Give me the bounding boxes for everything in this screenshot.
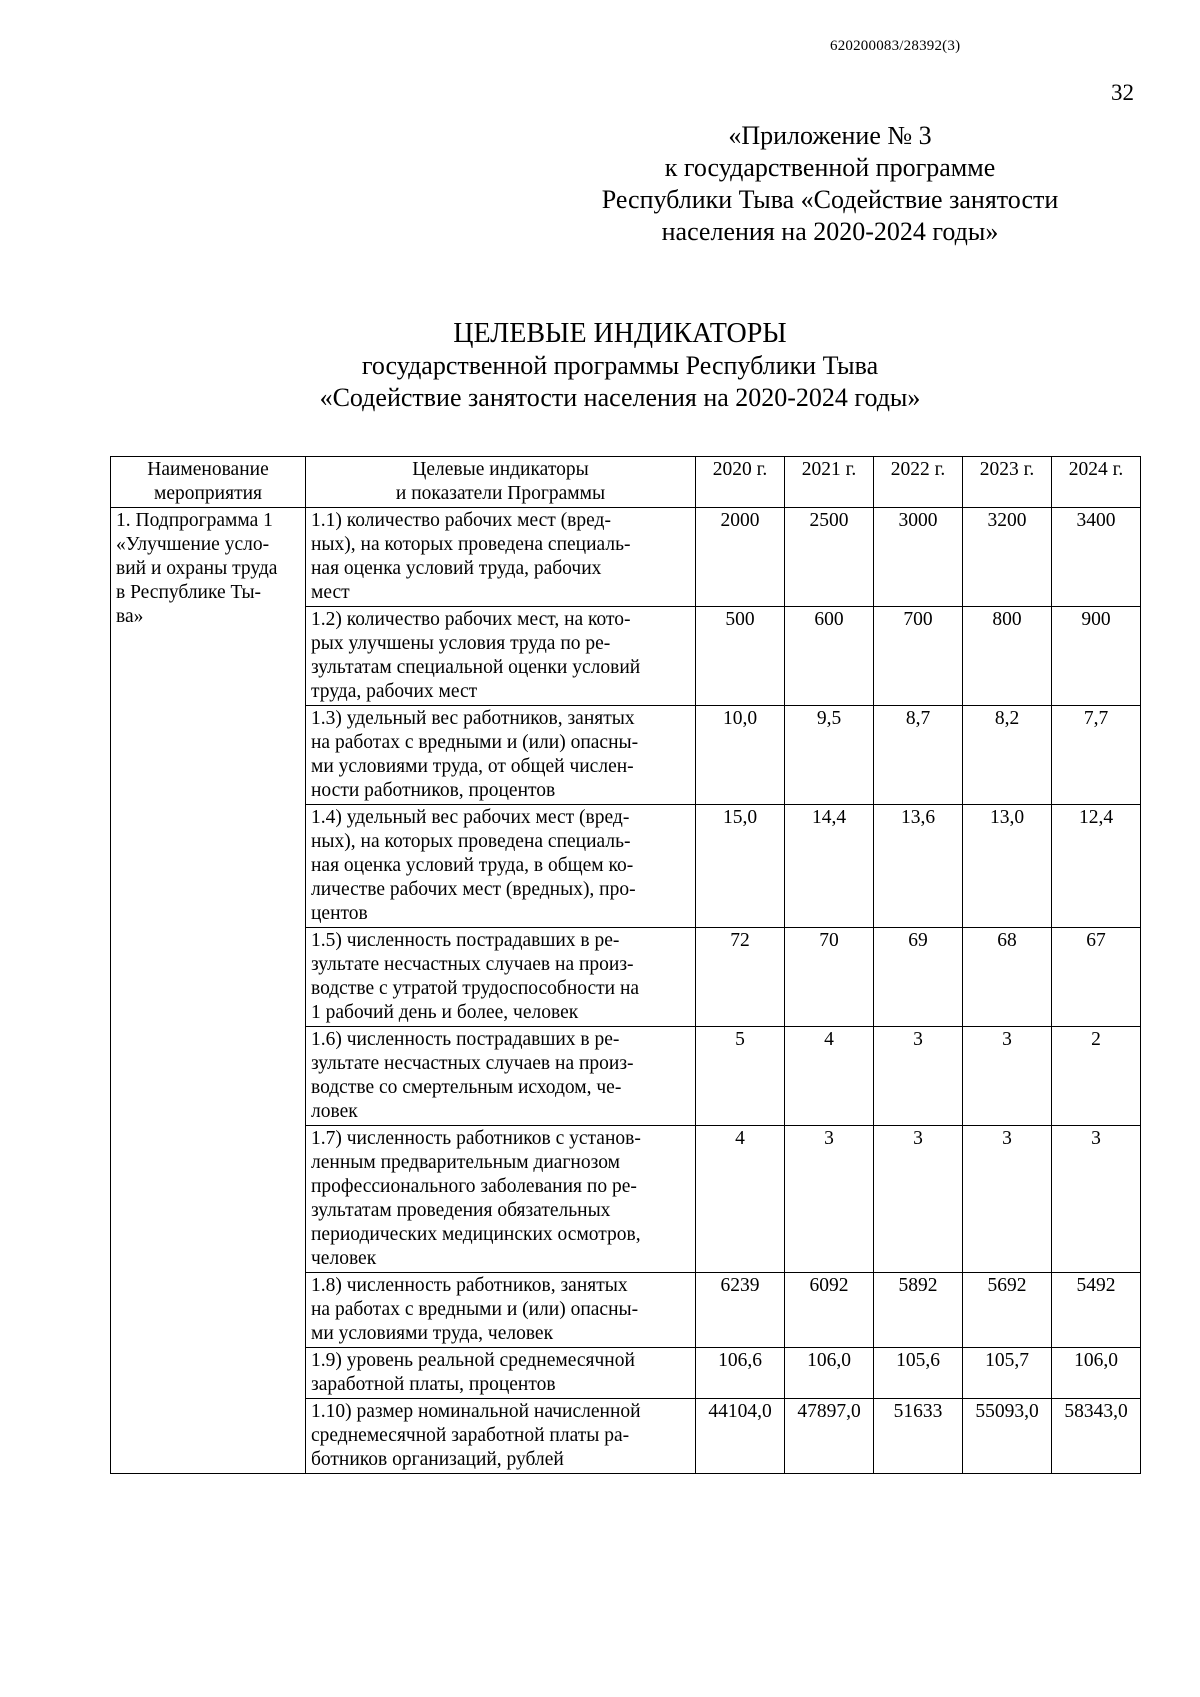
indicator-line: 1.7) численность работников с установ- [311,1128,641,1149]
indicator-value-2021: 47897,0 [785,1399,874,1474]
indicator-line: 1.3) удельный вес работников, занятых [311,708,635,729]
document-title [0,318,1200,414]
indicator-line: периодических медицинских осмотров, [311,1224,641,1245]
indicator-line: рых улучшены условия труда по ре- [311,633,611,654]
indicator-line: среднемесячной заработной платы ра- [311,1425,630,1446]
indicator-value-2024: 3400 [1052,508,1141,607]
indicator-description [306,928,696,1027]
appendix-line-4: населения на 2020-2024 годы» [661,217,999,246]
indicator-line: 1.10) размер номинальной начисленной [311,1401,641,1422]
indicator-line: человек [311,1248,377,1269]
indicator-value-2024: 5492 [1052,1273,1141,1348]
header-year-2024: 2024 г. [1052,457,1141,508]
indicator-value-2020: 6239 [696,1273,785,1348]
event-line: «Улучшение усло- [116,534,270,555]
indicator-value-2020: 15,0 [696,805,785,928]
header-year-2021: 2021 г. [785,457,874,508]
indicator-value-2022: 5892 [874,1273,963,1348]
header-indicator-line-1: Целевые индикаторы [412,459,589,480]
indicator-line: зультатам специальной оценки условий [311,657,641,678]
indicator-value-2020: 2000 [696,508,785,607]
indicator-value-2020: 10,0 [696,706,785,805]
indicator-value-2021: 106,0 [785,1348,874,1399]
event-line: вий и охраны труда [116,558,278,579]
indicator-value-2020: 4 [696,1126,785,1273]
indicator-value-2023: 3 [963,1027,1052,1126]
header-year-2023: 2023 г. [963,457,1052,508]
indicator-value-2021: 3 [785,1126,874,1273]
appendix-line-2: к государственной программе [664,153,996,182]
indicator-value-2021: 4 [785,1027,874,1126]
indicator-value-2020: 106,6 [696,1348,785,1399]
title-subtitle-2: «Содействие занятости населения на 2020-2024 годы» [319,383,921,412]
indicator-value-2023: 8,2 [963,706,1052,805]
table-header-row [111,457,1141,508]
indicator-value-2022: 13,6 [874,805,963,928]
indicator-value-2021: 2500 [785,508,874,607]
indicator-line: ности работников, процентов [311,780,556,801]
indicator-line: ных), на которых проведена специаль- [311,534,631,555]
header-indicators [306,457,696,508]
header-year-2022: 2022 г. [874,457,963,508]
event-line: ва» [116,606,144,627]
title-subtitle-1: государственной программы Республики Тыва [361,351,879,380]
indicator-line: ная оценка условий труда, рабочих [311,558,602,579]
indicator-line: 1.1) количество рабочих мест (вред- [311,510,611,531]
indicator-description [306,805,696,928]
indicator-value-2024: 12,4 [1052,805,1141,928]
indicator-value-2022: 69 [874,928,963,1027]
indicator-value-2022: 3 [874,1027,963,1126]
indicator-line: 1.6) численность пострадавших в ре- [311,1029,620,1050]
indicator-value-2023: 3200 [963,508,1052,607]
appendix-header [550,120,1110,248]
indicator-description [306,1348,696,1399]
indicator-line: труда, рабочих мест [311,681,478,702]
indicators-table [110,456,1141,1474]
event-subprogram-1 [111,508,306,1474]
indicator-description [306,1027,696,1126]
indicator-value-2020: 72 [696,928,785,1027]
indicator-value-2023: 13,0 [963,805,1052,928]
indicator-value-2023: 55093,0 [963,1399,1052,1474]
indicator-line: ловек [311,1101,358,1122]
indicator-value-2021: 600 [785,607,874,706]
header-event-name [111,457,306,508]
event-line: в Республике Ты- [116,582,262,603]
header-year-2020: 2020 г. [696,457,785,508]
title-main: ЦЕЛЕВЫЕ ИНДИКАТОРЫ [453,318,787,349]
indicator-description [306,1126,696,1273]
table-row [111,508,1141,607]
indicator-value-2022: 3 [874,1126,963,1273]
indicator-value-2021: 6092 [785,1273,874,1348]
indicator-line: ботников организаций, рублей [311,1449,564,1470]
indicator-line: профессионального заболевания по ре- [311,1176,637,1197]
indicator-line: 1.4) удельный вес рабочих мест (вред- [311,807,630,828]
indicator-line: 1.9) уровень реальной среднемесячной [311,1350,635,1371]
indicator-value-2021: 70 [785,928,874,1027]
indicator-value-2024: 2 [1052,1027,1141,1126]
indicator-value-2020: 500 [696,607,785,706]
indicator-value-2024: 67 [1052,928,1141,1027]
indicator-line: 1.2) количество рабочих мест, на кото- [311,609,631,630]
page-number: 32 [1111,80,1134,105]
indicator-line: водстве с утратой трудоспособности на [311,978,640,999]
indicator-description [306,1399,696,1474]
indicator-value-2023: 5692 [963,1273,1052,1348]
indicator-value-2024: 3 [1052,1126,1141,1273]
indicator-value-2024: 7,7 [1052,706,1141,805]
indicator-description [306,607,696,706]
indicator-line: зультатам проведения обязательных [311,1200,611,1221]
indicator-value-2021: 14,4 [785,805,874,928]
indicator-line: зультате несчастных случаев на произ- [311,1053,634,1074]
indicator-line: на работах с вредными и (или) опасны- [311,1299,639,1320]
indicator-value-2022: 51633 [874,1399,963,1474]
indicator-line: заработной платы, процентов [311,1374,556,1395]
document-registration-number: 620200083/28392(3) [830,38,961,54]
indicator-value-2023: 68 [963,928,1052,1027]
indicator-line: мест [311,582,350,603]
indicator-description [306,706,696,805]
indicator-value-2023: 105,7 [963,1348,1052,1399]
indicator-value-2020: 5 [696,1027,785,1126]
event-line: 1. Подпрограмма 1 [116,510,273,531]
indicator-line: водстве со смертельным исходом, че- [311,1077,622,1098]
indicator-line: ми условиями труда, от общей числен- [311,756,634,777]
indicator-value-2022: 700 [874,607,963,706]
indicator-line: на работах с вредными и (или) опасны- [311,732,639,753]
indicator-value-2022: 8,7 [874,706,963,805]
header-indicator-line-2: и показатели Программы [395,483,606,504]
indicator-value-2023: 800 [963,607,1052,706]
indicator-line: зультате несчастных случаев на произ- [311,954,634,975]
indicator-line: 1.8) численность работников, занятых [311,1275,628,1296]
indicator-description [306,1273,696,1348]
indicator-line: личестве рабочих мест (вредных), про- [311,879,636,900]
indicator-value-2020: 44104,0 [696,1399,785,1474]
indicator-value-2024: 58343,0 [1052,1399,1141,1474]
indicator-line: центов [311,903,368,924]
indicator-line: 1.5) численность пострадавших в ре- [311,930,620,951]
indicator-value-2023: 3 [963,1126,1052,1273]
indicator-value-2021: 9,5 [785,706,874,805]
indicator-value-2022: 3000 [874,508,963,607]
indicator-line: ми условиями труда, человек [311,1323,554,1344]
appendix-line-3: Республики Тыва «Содействие занятости [601,185,1059,214]
header-event-line-1: Наименование [147,459,269,480]
indicator-line: ная оценка условий труда, в общем ко- [311,855,634,876]
indicator-value-2024: 900 [1052,607,1141,706]
appendix-line-1: «Приложение № 3 [728,121,932,150]
indicator-line: 1 рабочий день и более, человек [311,1002,579,1023]
indicator-value-2022: 105,6 [874,1348,963,1399]
indicator-line: ленным предварительным диагнозом [311,1152,620,1173]
header-event-line-2: мероприятия [153,483,262,504]
indicator-line: ных), на которых проведена специаль- [311,831,631,852]
indicator-description [306,508,696,607]
indicator-value-2024: 106,0 [1052,1348,1141,1399]
